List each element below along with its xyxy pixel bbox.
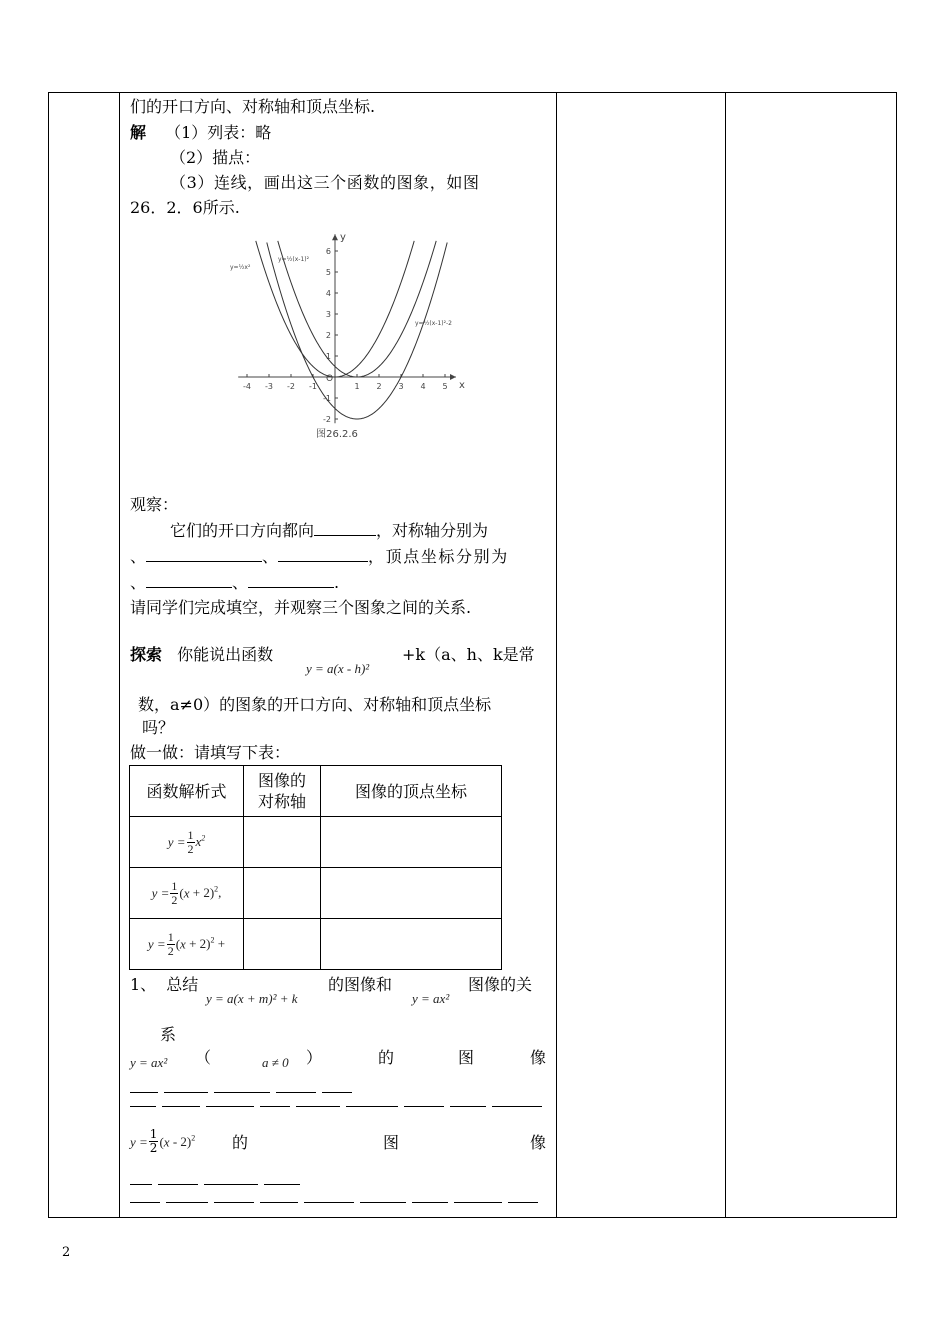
garbled-text-4 bbox=[130, 1191, 550, 1203]
row2-axis-input[interactable] bbox=[244, 868, 321, 919]
explore-text-b: +k（a、h、k是常 bbox=[402, 645, 535, 664]
row2-formula: y = $\frac{1}{2}$ $(x + 2)^2$, bbox=[130, 868, 244, 919]
observe-line1-a: 它们的开口方向都向 bbox=[170, 521, 315, 540]
garbled-text-1 bbox=[130, 1081, 550, 1093]
observe-line3 bbox=[130, 571, 339, 594]
x-tick-label: 5 bbox=[442, 382, 448, 391]
parabola-figure bbox=[230, 227, 470, 449]
explore-text-d: 吗？ bbox=[142, 718, 175, 737]
lesson-content bbox=[120, 93, 556, 1217]
garbled-text-3 bbox=[130, 1173, 550, 1185]
x-axis-label: x bbox=[459, 380, 465, 391]
x-tick-label: 3 bbox=[398, 382, 404, 391]
summary-line2-w1: 的 bbox=[378, 1048, 395, 1067]
figure-caption: 图26.2.6 bbox=[316, 429, 358, 440]
summary-formula-1: y = a(x + m)² + k bbox=[206, 991, 298, 1006]
y-tick-label: 6 bbox=[325, 247, 331, 256]
explore-text-a: 你能说出函数 bbox=[177, 645, 274, 664]
solution-step3-cont: 26．2．6所示. bbox=[130, 198, 240, 217]
summary-line2-w2: 图 bbox=[458, 1048, 475, 1067]
summary-line3-formula: y = $\frac{1}{2}$ (x - 2)$^2$ bbox=[130, 1127, 196, 1156]
x-tick-label: 4 bbox=[420, 382, 426, 391]
explore-label: 探索 bbox=[130, 645, 163, 664]
row3-formula: y = $\frac{1}{2}$ $(x + 2)^2$ + bbox=[130, 919, 244, 970]
y-tick-label: 4 bbox=[325, 289, 331, 298]
fill-in-table bbox=[129, 765, 502, 970]
page-number: 2 bbox=[62, 1245, 71, 1260]
notes-column-cell bbox=[557, 93, 726, 1218]
x-tick-label: -2 bbox=[287, 382, 295, 391]
row3-axis-input[interactable] bbox=[244, 919, 321, 970]
row2-vertex-input[interactable] bbox=[321, 868, 502, 919]
row1-vertex-input[interactable] bbox=[321, 817, 502, 868]
step1-text: （1）列表：略 bbox=[165, 123, 272, 142]
header-axis bbox=[244, 766, 321, 817]
summary-line2-formula: y = ax² bbox=[130, 1055, 168, 1070]
blank-axis-3[interactable] bbox=[278, 545, 368, 562]
observe-line1-b: ，对称轴分别为 bbox=[376, 521, 489, 540]
summary-line2-paren-l: （ bbox=[195, 1048, 212, 1067]
y-tick-label: 3 bbox=[325, 310, 331, 319]
summary-line1 bbox=[130, 973, 198, 996]
task-label: 做一做：请填写下表： bbox=[130, 743, 291, 762]
header-vertex: 图像的顶点坐标 bbox=[321, 766, 502, 817]
y-tick-label: -1 bbox=[323, 394, 331, 403]
y-tick-label: 1 bbox=[325, 352, 331, 361]
y-axis-label: y bbox=[340, 232, 346, 244]
solution-step3: （3）连线，画出这三个函数的图象，如图 bbox=[170, 173, 480, 192]
header-axis-line1: 图像的 bbox=[257, 771, 306, 790]
summary-line2-paren-r: ） bbox=[306, 1048, 323, 1067]
right-column-cell bbox=[726, 93, 897, 1218]
y-tick-label: 5 bbox=[325, 268, 331, 277]
origin-label: O bbox=[326, 374, 334, 384]
row3-vertex-input[interactable] bbox=[321, 919, 502, 970]
curve-label-2: y=½(x-1)² bbox=[278, 256, 310, 263]
x-tick-label: 1 bbox=[354, 382, 360, 391]
solution-label: 解 bbox=[130, 123, 147, 142]
y-axis-arrow bbox=[332, 234, 338, 240]
x-tick-label: -3 bbox=[265, 382, 273, 391]
blank-axis-2[interactable] bbox=[146, 545, 262, 562]
explore-line1 bbox=[130, 643, 273, 666]
observe-line3-b: 、 bbox=[232, 573, 249, 592]
row1-axis-input[interactable] bbox=[244, 817, 321, 868]
intro-line: 们的开口方向、对称轴和顶点坐标. bbox=[130, 97, 376, 116]
observe-line2-b: 、 bbox=[262, 547, 279, 566]
x-axis-arrow bbox=[450, 374, 456, 380]
summary-line2-cond: a ≠ 0 bbox=[262, 1055, 289, 1070]
summary-num: 1、 bbox=[130, 975, 157, 994]
summary-word: 总结 bbox=[166, 975, 199, 994]
x-tick-label: 2 bbox=[376, 382, 382, 391]
y-tick-label: -2 bbox=[323, 415, 331, 424]
header-axis-line2: 对称轴 bbox=[257, 792, 306, 811]
summary-text-c: 系 bbox=[160, 1025, 177, 1044]
curve-label-1: y=½x² bbox=[230, 264, 251, 271]
observe-line1 bbox=[170, 519, 488, 542]
page-table bbox=[48, 92, 897, 1218]
x-tick-label: -1 bbox=[309, 382, 317, 391]
observe-line2 bbox=[130, 545, 509, 568]
solution-step1 bbox=[130, 121, 271, 144]
blank-direction[interactable] bbox=[314, 519, 376, 536]
blank-vertex-3[interactable] bbox=[248, 571, 334, 588]
summary-text-a: 的图像和 bbox=[328, 975, 393, 994]
main-content-cell bbox=[120, 93, 557, 1218]
curve-label-3: y=½(x-1)²-2 bbox=[415, 320, 452, 327]
explore-formula: y = a(x - h)² bbox=[306, 661, 370, 676]
observe-line2-c: ，顶点坐标分别为 bbox=[368, 547, 509, 566]
summary-line3-w3: 像 bbox=[530, 1133, 547, 1152]
header-function: 函数解析式 bbox=[130, 766, 244, 817]
parabola-curve-3 bbox=[267, 243, 447, 420]
summary-line3-w1: 的 bbox=[232, 1133, 249, 1152]
observe-line2-a: 、 bbox=[130, 547, 147, 566]
solution-step2: （2）描点： bbox=[170, 148, 261, 167]
row1-formula: y = $\frac{1}{2}$ $x^2$ bbox=[130, 817, 244, 868]
observe-label: 观察： bbox=[130, 495, 179, 514]
left-column-cell bbox=[49, 93, 120, 1218]
summary-line2-w3: 像 bbox=[530, 1048, 547, 1067]
garbled-text-2 bbox=[130, 1095, 550, 1107]
observe-line3-c: . bbox=[334, 573, 340, 592]
x-tick-label: -4 bbox=[243, 382, 251, 391]
explore-text-c: 数，a≠0）的图象的开口方向、对称轴和顶点坐标 bbox=[138, 695, 492, 714]
summary-line3-w2: 图 bbox=[383, 1133, 400, 1152]
blank-vertex-2[interactable] bbox=[146, 571, 232, 588]
observe-line3-a: 、 bbox=[130, 573, 147, 592]
y-tick-label: 2 bbox=[325, 331, 331, 340]
summary-text-b: 图像的关 bbox=[468, 975, 533, 994]
observe-line4: 请同学们完成填空，并观察三个图象之间的关系. bbox=[130, 598, 472, 617]
summary-formula-2: y = ax² bbox=[412, 991, 450, 1006]
